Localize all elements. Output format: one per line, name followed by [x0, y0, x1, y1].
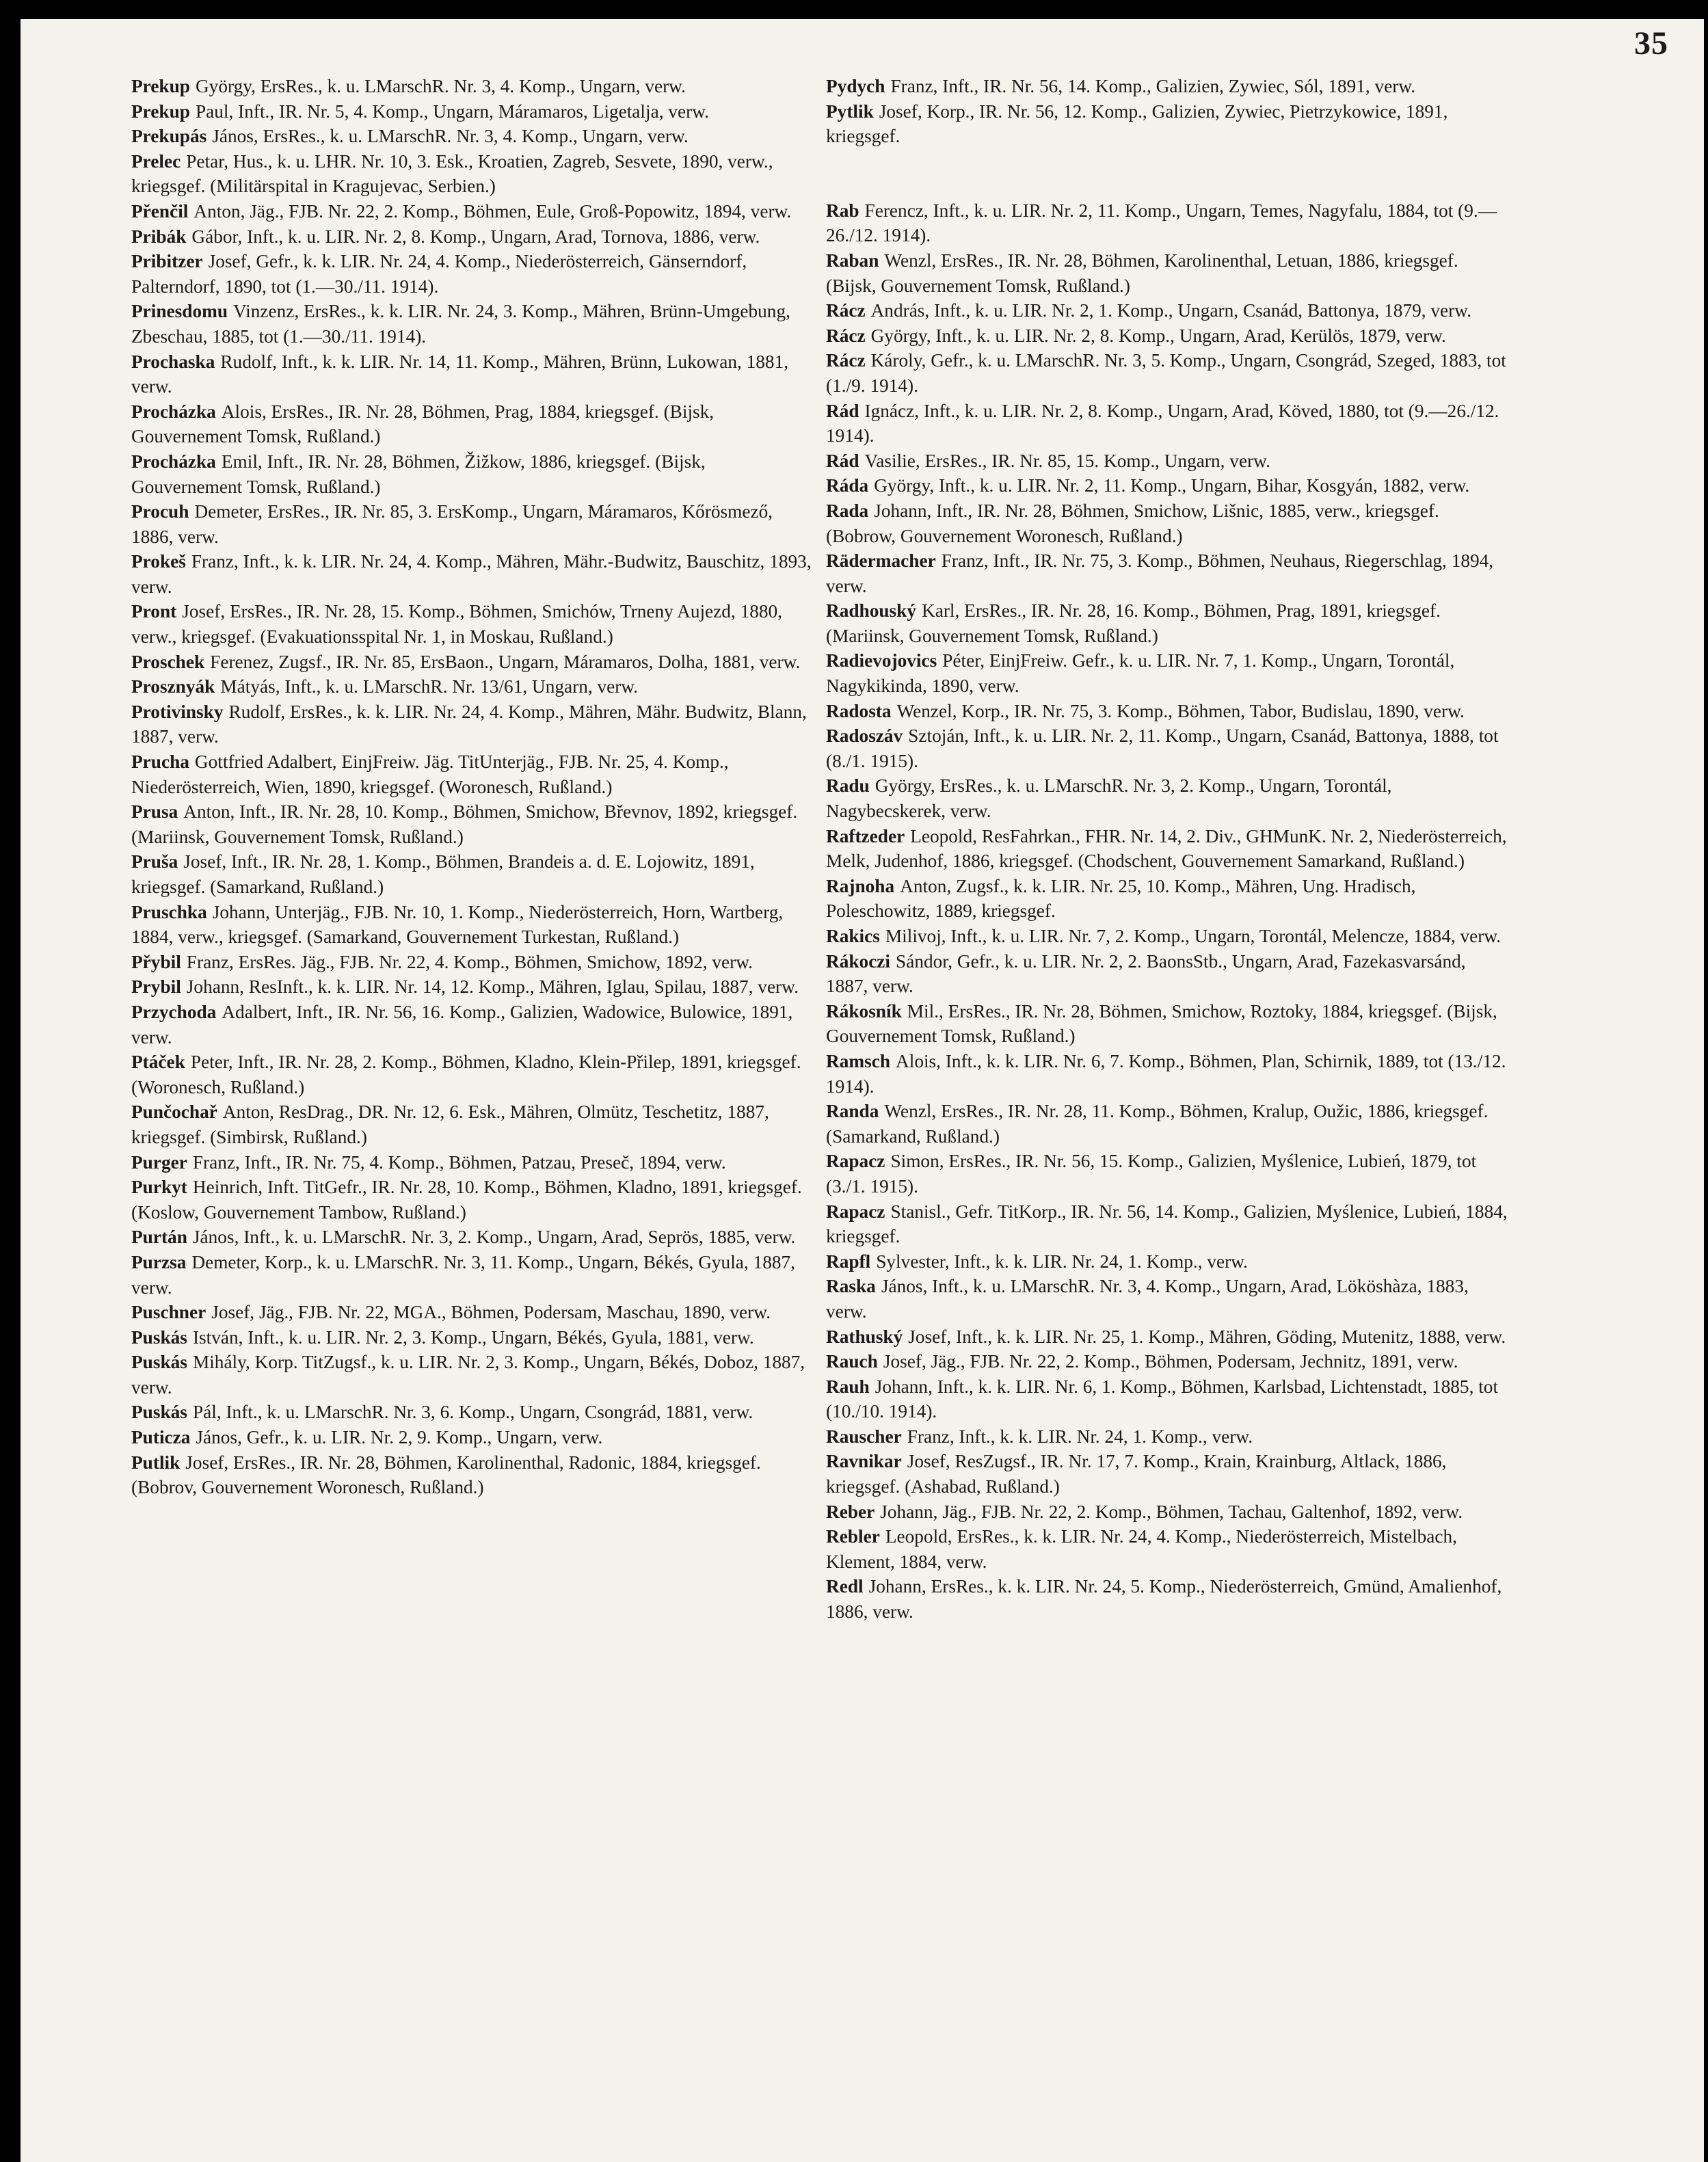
entry-surname: Puschner: [131, 1302, 206, 1323]
entry-surname: Rajnoha: [826, 875, 895, 896]
register-entry: [826, 449, 1510, 474]
entry-details: Károly, Gefr., k. u. LMarschR. Nr. 3, 5. Komp., Ungarn, Csongrád, Szeged, 1883, tot (1./9. 1914).: [826, 350, 1506, 396]
entry-details: Anton, Jäg., FJB. Nr. 22, 2. Komp., Böhmen, Eule, Groß-Popowitz, 1894, verw.: [194, 200, 792, 222]
register-entry: [131, 499, 815, 549]
entry-surname: Pribitzer: [131, 251, 203, 272]
scan-border-right: [1704, 0, 1708, 2162]
entry-surname: Prucha: [131, 751, 189, 773]
entry-details: Josef, Jäg., FJB. Nr. 22, MGA., Böhmen, Podersam, Maschau, 1890, verw.: [211, 1302, 771, 1323]
right-column: [826, 74, 1510, 1625]
entry-details: Franz, Inft., IR. Nr. 75, 3. Komp., Böhmen, Neuhaus, Riegerschlag, 1894, verw.: [826, 550, 1494, 596]
register-entry: [131, 1099, 815, 1149]
entry-surname: Rákoczi: [826, 950, 891, 972]
entry-details: Sándor, Gefr., k. u. LIR. Nr. 2, 2. BaonsStb., Ungarn, Arad, Fazekasvarsánd, 1887, verw.: [826, 950, 1466, 997]
entry-surname: Ptáček: [131, 1052, 185, 1073]
entry-surname: Pruschka: [131, 901, 207, 922]
entry-surname: Rád: [826, 450, 859, 471]
entry-surname: Rathuský: [826, 1326, 903, 1347]
register-entry: [826, 949, 1510, 999]
register-entry: [826, 198, 1510, 248]
entry-surname: Rácz: [826, 350, 866, 371]
entry-details: Josef, ResZugsf., IR. Nr. 17, 7. Komp., Krain, Krainburg, Altlack, 1886, kriegsgef. (Ashabad, Rußland.): [826, 1451, 1447, 1497]
entry-surname: Rauscher: [826, 1426, 902, 1447]
entry-surname: Radosta: [826, 700, 892, 721]
entry-surname: Rácz: [826, 325, 866, 346]
register-entry: [131, 900, 815, 950]
register-entry: [131, 549, 815, 599]
entry-surname: Raftzeder: [826, 825, 905, 846]
entry-surname: Rakics: [826, 926, 880, 946]
entry-details: Gottfried Adalbert, EinjFreiw. Jäg. TitUnterjäg., FJB. Nr. 25, 4. Komp., Niederösterreich, Wien, 1890, kriegsgef. (Woronesch, Rußland.): [131, 751, 729, 797]
register-entry: [131, 1325, 815, 1350]
entry-surname: Prusa: [131, 801, 178, 823]
register-entry: [826, 598, 1510, 648]
register-entry: [826, 874, 1510, 924]
entry-surname: Prekup: [131, 101, 190, 122]
register-entry: [826, 1424, 1510, 1450]
register-entry: [826, 648, 1510, 698]
register-entry: [826, 723, 1510, 773]
register-entry: [826, 248, 1510, 298]
register-entry: [131, 599, 815, 649]
entry-details: Johann, Unterjäg., FJB. Nr. 10, 1. Komp., Niederösterreich, Horn, Wartberg, 1884, verw., kriegsgef. (Samarkand, Gouvernement Turkestan, Rußland.): [131, 901, 784, 948]
entry-details: Leopold, ErsRes., k. k. LIR. Nr. 24, 4. Komp., Niederösterreich, Mistelbach, Klement, 1884, verw.: [826, 1526, 1458, 1572]
entry-details: Josef, Inft., IR. Nr. 28, 1. Komp., Böhmen, Brandeis a. d. E. Lojowitz, 1891, kriegsgef. (Samarkand, Rußland.): [131, 851, 755, 897]
entry-surname: Přenčil: [131, 200, 189, 222]
entry-surname: Rada: [826, 500, 869, 521]
entry-details: János, Inft., k. u. LMarschR. Nr. 3, 2. Komp., Ungarn, Arad, Seprös, 1885, verw.: [192, 1227, 796, 1248]
register-entry: [131, 449, 815, 499]
entry-details: Johann, ErsRes., k. k. LIR. Nr. 24, 5. Komp., Niederösterreich, Gmünd, Amalienhof, 1886, verw.: [826, 1576, 1502, 1623]
entry-details: Franz, Inft., IR. Nr. 56, 14. Komp., Galizien, Zywiec, Sól, 1891, verw.: [890, 76, 1416, 96]
entry-details: György, ErsRes., k. u. LMarschR. Nr. 3, 2. Komp., Ungarn, Torontál, Nagybecskerek, verw.: [826, 775, 1392, 822]
entry-surname: Reber: [826, 1501, 875, 1522]
entry-details: Josef, ErsRes., IR. Nr. 28, 15. Komp., Böhmen, Smichów, Trneny Aujezd, 1880, verw., kriegsgef. (Evakuationsspital Nr. 1, in Moskau, Rußland.): [131, 601, 782, 648]
entry-details: Franz, ErsRes. Jäg., FJB. Nr. 22, 4. Komp., Böhmen, Smichow, 1892, verw.: [186, 951, 753, 972]
scan-border-top: [0, 0, 1708, 19]
section-gap: [826, 149, 1510, 174]
entry-details: Demeter, ErsRes., IR. Nr. 85, 3. ErsKomp., Ungarn, Máramaros, Kőrösmező, 1886, verw.: [131, 501, 773, 547]
entry-details: Pál, Inft., k. u. LMarschR. Nr. 3, 6. Komp., Ungarn, Csongrád, 1881, verw.: [192, 1402, 753, 1423]
register-entry: [826, 1449, 1510, 1499]
entry-surname: Prosznyák: [131, 676, 215, 697]
register-entry: [826, 548, 1510, 598]
register-entry: [131, 224, 815, 250]
entry-details: Josef, Korp., IR. Nr. 56, 12. Komp., Galizien, Zywiec, Pietrzykowice, 1891, kriegsgef.: [826, 101, 1448, 147]
entry-surname: Radu: [826, 775, 870, 797]
entry-surname: Randa: [826, 1101, 879, 1122]
entry-surname: Ráda: [826, 475, 869, 496]
entry-surname: Rebler: [826, 1526, 880, 1547]
entry-details: György, ErsRes., k. u. LMarschR. Nr. 3, 4. Komp., Ungarn, verw.: [195, 76, 686, 96]
entry-surname: Putlik: [131, 1452, 181, 1473]
entry-details: Paul, Inft., IR. Nr. 5, 4. Komp., Ungarn, Máramaros, Ligetalja, verw.: [195, 101, 709, 122]
entry-surname: Purger: [131, 1151, 187, 1173]
entry-details: Simon, ErsRes., IR. Nr. 56, 15. Komp., Galizien, Myślenice, Lubień, 1879, tot (3./1. 1915).: [826, 1151, 1477, 1197]
entry-details: Mil., ErsRes., IR. Nr. 28, Böhmen, Smichow, Roztoky, 1884, kriegsgef. (Bijsk, Gouvernement Tomsk, Rußland.): [826, 1000, 1497, 1047]
entry-details: Josef, ErsRes., IR. Nr. 28, Böhmen, Karolinenthal, Radonic, 1884, kriegsgef. (Bobrov, Gouvernement Woronesch, Rußland.): [131, 1452, 761, 1498]
register-entry: [131, 1300, 815, 1325]
entry-details: Sylvester, Inft., k. k. LIR. Nr. 24, 1. Komp., verw.: [876, 1251, 1248, 1272]
register-entry: [131, 1425, 815, 1450]
register-entry: [826, 824, 1510, 874]
entry-details: Ferenez, Zugsf., IR. Nr. 85, ErsBaon., Ungarn, Máramaros, Dolha, 1881, verw.: [210, 651, 801, 672]
entry-details: Wenzl, ErsRes., IR. Nr. 28, 11. Komp., Böhmen, Kralup, Oužic, 1886, kriegsgef. (Samarkand, Rußland.): [826, 1101, 1489, 1147]
entry-surname: Pydych: [826, 76, 885, 96]
entry-details: György, Inft., k. u. LIR. Nr. 2, 8. Komp., Ungarn, Arad, Kerülös, 1879, verw.: [870, 325, 1446, 346]
right-column-main-entries: [826, 198, 1510, 1625]
entry-details: Ignácz, Inft., k. u. LIR. Nr. 2, 8. Komp., Ungarn, Arad, Köved, 1880, tot (9.—26./12. 1914).: [826, 400, 1499, 446]
register-entry: [826, 348, 1510, 398]
register-entry: [826, 1324, 1510, 1350]
entry-details: Franz, Inft., k. k. LIR. Nr. 24, 1. Komp., verw.: [907, 1426, 1253, 1447]
entry-surname: Rapfl: [826, 1251, 871, 1272]
entry-surname: Pruša: [131, 851, 178, 872]
register-entry: [826, 1499, 1510, 1525]
entry-details: Karl, ErsRes., IR. Nr. 28, 16. Komp., Böhmen, Prag, 1891, kriegsgef. (Mariinsk, Gouvernement Tomsk, Rußland.): [826, 600, 1441, 646]
entry-surname: Prybil: [131, 976, 181, 998]
entry-surname: Przychoda: [131, 1001, 217, 1022]
entry-details: Gábor, Inft., k. u. LIR. Nr. 2, 8. Komp., Ungarn, Arad, Tornova, 1886, verw.: [191, 226, 760, 247]
register-entry: [131, 299, 815, 349]
register-entry: [131, 99, 815, 124]
entry-details: András, Inft., k. u. LIR. Nr. 2, 1. Komp., Ungarn, Csanád, Battonya, 1879, verw.: [870, 300, 1472, 321]
register-entry: [131, 1400, 815, 1425]
register-entry: [826, 1574, 1510, 1624]
entry-surname: Rákosník: [826, 1000, 902, 1022]
register-entry: [826, 1149, 1510, 1199]
entry-surname: Rauh: [826, 1376, 870, 1397]
entry-details: János, Inft., k. u. LMarschR. Nr. 3, 4. Komp., Ungarn, Arad, Lököshàza, 1883, verw.: [826, 1276, 1469, 1322]
entry-surname: Rab: [826, 200, 859, 221]
entry-surname: Ravnikar: [826, 1451, 902, 1472]
register-entry: [131, 1250, 815, 1300]
entry-details: György, Inft., k. u. LIR. Nr. 2, 11. Komp., Ungarn, Bihar, Kosgyán, 1882, verw.: [874, 475, 1470, 496]
register-entry: [131, 699, 815, 749]
entry-details: Alois, ErsRes., IR. Nr. 28, Böhmen, Prag, 1884, kriegsgef. (Bijsk, Gouvernement Tomsk, Rußland.): [131, 401, 715, 447]
register-entry: [131, 749, 815, 799]
register-entry: [826, 1049, 1510, 1099]
entry-details: Josef, Inft., k. k. LIR. Nr. 25, 1. Komp., Mähren, Göding, Mutenitz, 1888, verw.: [908, 1326, 1506, 1347]
register-entry: [131, 849, 815, 899]
entry-surname: Raban: [826, 250, 879, 271]
entry-surname: Přybil: [131, 951, 181, 972]
register-entry: [826, 1524, 1510, 1574]
entry-details: Wenzel, Korp., IR. Nr. 75, 3. Komp., Böhmen, Tabor, Budislau, 1890, verw.: [896, 700, 1465, 721]
register-entry: [131, 650, 815, 675]
register-entry: [131, 149, 815, 199]
entry-details: Rudolf, Inft., k. k. LIR. Nr. 14, 11. Komp., Mähren, Brünn, Lukowan, 1881, verw.: [131, 351, 789, 397]
register-entry: [131, 1150, 815, 1175]
entry-details: Ferencz, Inft., k. u. LIR. Nr. 2, 11. Komp., Ungarn, Temes, Nagyfalu, 1884, tot (9.—26./12. 1914).: [826, 200, 1497, 246]
register-entry: [826, 1249, 1510, 1274]
register-entry: [131, 249, 815, 299]
entry-details: Sztoján, Inft., k. u. LIR. Nr. 2, 11. Komp., Ungarn, Csanád, Battonya, 1888, tot (8./1. 1915).: [826, 725, 1499, 771]
register-entry: [826, 773, 1510, 823]
register-entry: [131, 1050, 815, 1099]
entry-surname: Proschek: [131, 651, 205, 672]
entry-details: Franz, Inft., k. k. LIR. Nr. 24, 4. Komp., Mähren, Mähr.-Budwitz, Bauschitz, 1893, verw.: [131, 551, 812, 597]
register-entry: [131, 1450, 815, 1500]
page-number: 35: [1634, 25, 1668, 62]
register-entry: [131, 199, 815, 224]
entry-details: Péter, EinjFreiw. Gefr., k. u. LIR. Nr. 7, 1. Komp., Ungarn, Torontál, Nagykikinda, 1890, verw.: [826, 650, 1455, 697]
entry-surname: Rapacz: [826, 1201, 885, 1222]
entry-details: Wenzl, ErsRes., IR. Nr. 28, Böhmen, Karolinenthal, Letuan, 1886, kriegsgef. (Bijsk, Gouvernement Tomsk, Rußland.): [826, 250, 1458, 296]
entry-surname: Prekupás: [131, 126, 207, 147]
register-entry: [826, 99, 1510, 149]
entry-details: Vinzenz, ErsRes., k. k. LIR. Nr. 24, 3. Komp., Mähren, Brünn-Umgebung, Zbeschau, 1885, tot (1.—30./11. 1914).: [131, 301, 790, 347]
entry-surname: Puskás: [131, 1352, 187, 1373]
entry-details: Anton, Zugsf., k. k. LIR. Nr. 25, 10. Komp., Mähren, Ung. Hradisch, Poleschowitz, 1889, kriegsgef.: [826, 875, 1416, 922]
register-entry: [826, 1374, 1510, 1424]
register-entry: [131, 399, 815, 449]
scan-border-left: [0, 0, 21, 2162]
entry-surname: Prinesdomu: [131, 301, 228, 322]
entry-details: Johann, Inft., IR. Nr. 28, Böhmen, Smichow, Lišnic, 1885, verw., kriegsgef. (Bobrow, Gouvernement Woronesch, Rußland.): [826, 500, 1439, 546]
entry-details: Peter, Inft., IR. Nr. 28, 2. Komp., Böhmen, Kladno, Klein-Přilep, 1891, kriegsgef. (Woronesch, Rußland.): [131, 1052, 801, 1097]
entry-details: Vasilie, ErsRes., IR. Nr. 85, 15. Komp., Ungarn, verw.: [864, 450, 1270, 471]
entry-surname: Puskás: [131, 1402, 187, 1423]
register-entry: [826, 74, 1510, 99]
register-entry: [826, 1199, 1510, 1249]
entry-surname: Prekup: [131, 76, 190, 96]
entry-details: Johann, Jäg., FJB. Nr. 22, 2. Komp., Böhmen, Tachau, Galtenhof, 1892, verw.: [880, 1501, 1463, 1522]
register-entry: [131, 1350, 815, 1400]
register-entry: [826, 924, 1510, 949]
register-entry: [826, 999, 1510, 1049]
register-entry: [131, 950, 815, 975]
entry-surname: Puticza: [131, 1427, 191, 1448]
entry-details: Demeter, Korp., k. u. LMarschR. Nr. 3, 11. Komp., Ungarn, Békés, Gyula, 1887, verw.: [131, 1251, 795, 1298]
register-entry: [826, 298, 1510, 323]
entry-details: Johann, ResInft., k. k. LIR. Nr. 14, 12. Komp., Mähren, Iglau, Spilau, 1887, verw.: [186, 976, 799, 998]
entry-surname: Rád: [826, 400, 859, 421]
entry-details: Petar, Hus., k. u. LHR. Nr. 10, 3. Esk., Kroatien, Zagreb, Sesvete, 1890, verw., kriegsgef. (Militärspital in Kragujevac, Serbien.): [131, 150, 773, 197]
entry-details: Rudolf, ErsRes., k. k. LIR. Nr. 24, 4. Komp., Mähren, Mähr. Budwitz, Blann, 1887, verw.: [131, 701, 807, 747]
entry-surname: Punčochař: [131, 1102, 217, 1123]
entry-surname: Procházka: [131, 451, 216, 472]
entry-surname: Puskás: [131, 1326, 187, 1348]
register-entry: [131, 124, 815, 149]
entry-details: Mihály, Korp. TitZugsf., k. u. LIR. Nr. 2, 3. Komp., Ungarn, Békés, Doboz, 1887, verw.: [131, 1352, 805, 1398]
entry-details: Stanisl., Gefr. TitKorp., IR. Nr. 56, 14. Komp., Galizien, Myślenice, Lubień, 1884, kriegsgef.: [826, 1201, 1508, 1247]
register-entry: [826, 399, 1510, 449]
left-column: [131, 74, 815, 1500]
entry-details: István, Inft., k. u. LIR. Nr. 2, 3. Komp., Ungarn, Békés, Gyula, 1881, verw.: [192, 1326, 754, 1348]
register-entry: [826, 323, 1510, 349]
entry-surname: Purtán: [131, 1227, 187, 1248]
entry-surname: Radoszáv: [826, 725, 903, 747]
register-entry: [131, 674, 815, 699]
entry-surname: Rácz: [826, 300, 866, 321]
entry-details: János, ErsRes., k. u. LMarschR. Nr. 3, 4. Komp., Ungarn, verw.: [212, 126, 689, 147]
entry-surname: Raska: [826, 1276, 876, 1297]
entry-surname: Radievojovics: [826, 650, 937, 671]
entry-details: Adalbert, Inft., IR. Nr. 56, 16. Komp., Galizien, Wadowice, Bulowice, 1891, verw.: [131, 1001, 793, 1047]
register-entry: [131, 349, 815, 399]
right-column-top-entries: [826, 74, 1510, 149]
register-entry: [131, 1225, 815, 1250]
register-entry: [131, 1000, 815, 1050]
section-gap: [826, 174, 1510, 198]
entry-surname: Ramsch: [826, 1050, 891, 1071]
entry-details: János, Gefr., k. u. LIR. Nr. 2, 9. Komp., Ungarn, verw.: [196, 1427, 603, 1448]
entry-details: Mátyás, Inft., k. u. LMarschR. Nr. 13/61, Ungarn, verw.: [220, 676, 639, 697]
register-entry: [826, 1349, 1510, 1374]
register-entry: [131, 974, 815, 1000]
entry-surname: Prelec: [131, 150, 181, 172]
entry-surname: Protivinsky: [131, 701, 224, 722]
entry-surname: Prochaska: [131, 351, 215, 372]
entry-surname: Pytlik: [826, 101, 874, 122]
entry-details: Anton, ResDrag., DR. Nr. 12, 6. Esk., Mähren, Olmütz, Teschetitz, 1887, kriegsgef. (Simbirsk, Rußland.): [131, 1102, 769, 1147]
entry-surname: Radhouský: [826, 600, 917, 622]
entry-surname: Procházka: [131, 401, 216, 422]
entry-surname: Pribák: [131, 226, 187, 247]
register-entry: [131, 799, 815, 849]
entry-details: Leopold, ResFahrkan., FHR. Nr. 14, 2. Div., GHMunK. Nr. 2, Niederösterreich, Melk, Judenhof, 1886, kriegsgef. (Chodschent, Gouvernement Samarkand, Rußland.): [826, 825, 1507, 872]
entry-details: Franz, Inft., IR. Nr. 75, 4. Komp., Böhmen, Patzau, Preseč, 1894, verw.: [192, 1151, 726, 1173]
register-entry: [826, 1099, 1510, 1149]
entry-surname: Rädermacher: [826, 550, 936, 572]
register-entry: [826, 498, 1510, 548]
entry-details: Josef, Gefr., k. k. LIR. Nr. 24, 4. Komp., Niederösterreich, Gänserndorf, Palterndorf, 1890, tot (1.—30./11. 1914).: [131, 251, 747, 297]
entry-details: Alois, Inft., k. k. LIR. Nr. 6, 7. Komp., Böhmen, Plan, Schirnik, 1889, tot (13./12. 1914).: [826, 1050, 1506, 1097]
entry-surname: Purzsa: [131, 1251, 187, 1272]
entry-details: Heinrich, Inft. TitGefr., IR. Nr. 28, 10. Komp., Böhmen, Kladno, 1891, kriegsgef. (Koslow, Gouvernement Tambow, Rußland.): [131, 1177, 802, 1223]
entry-surname: Prokeš: [131, 551, 186, 572]
entry-surname: Rauch: [826, 1351, 878, 1372]
entry-surname: Pront: [131, 601, 177, 622]
entry-details: Anton, Inft., IR. Nr. 28, 10. Komp., Böhmen, Smichow, Břevnov, 1892, kriegsgef. (Mariinsk, Gouvernement Tomsk, Rußland.): [131, 801, 798, 847]
entry-details: Emil, Inft., IR. Nr. 28, Böhmen, Žižkow, 1886, kriegsgef. (Bijsk, Gouvernement Tomsk, Rußland.): [131, 451, 706, 497]
register-entry: [826, 473, 1510, 498]
entry-surname: Purkyt: [131, 1177, 187, 1198]
register-entry: [131, 1175, 815, 1225]
entry-surname: Rapacz: [826, 1151, 885, 1172]
entry-surname: Redl: [826, 1576, 864, 1597]
entry-details: Milivoj, Inft., k. u. LIR. Nr. 7, 2. Komp., Ungarn, Torontál, Melencze, 1884, verw.: [885, 926, 1502, 946]
entry-details: Johann, Inft., k. k. LIR. Nr. 6, 1. Komp., Böhmen, Karlsbad, Lichtenstadt, 1885, tot (10./10. 1914).: [826, 1376, 1499, 1422]
register-entry: [826, 699, 1510, 724]
entry-details: Josef, Jäg., FJB. Nr. 22, 2. Komp., Böhmen, Podersam, Jechnitz, 1891, verw.: [883, 1351, 1458, 1372]
register-entry: [131, 74, 815, 99]
entry-surname: Procuh: [131, 501, 189, 522]
register-entry: [826, 1274, 1510, 1324]
